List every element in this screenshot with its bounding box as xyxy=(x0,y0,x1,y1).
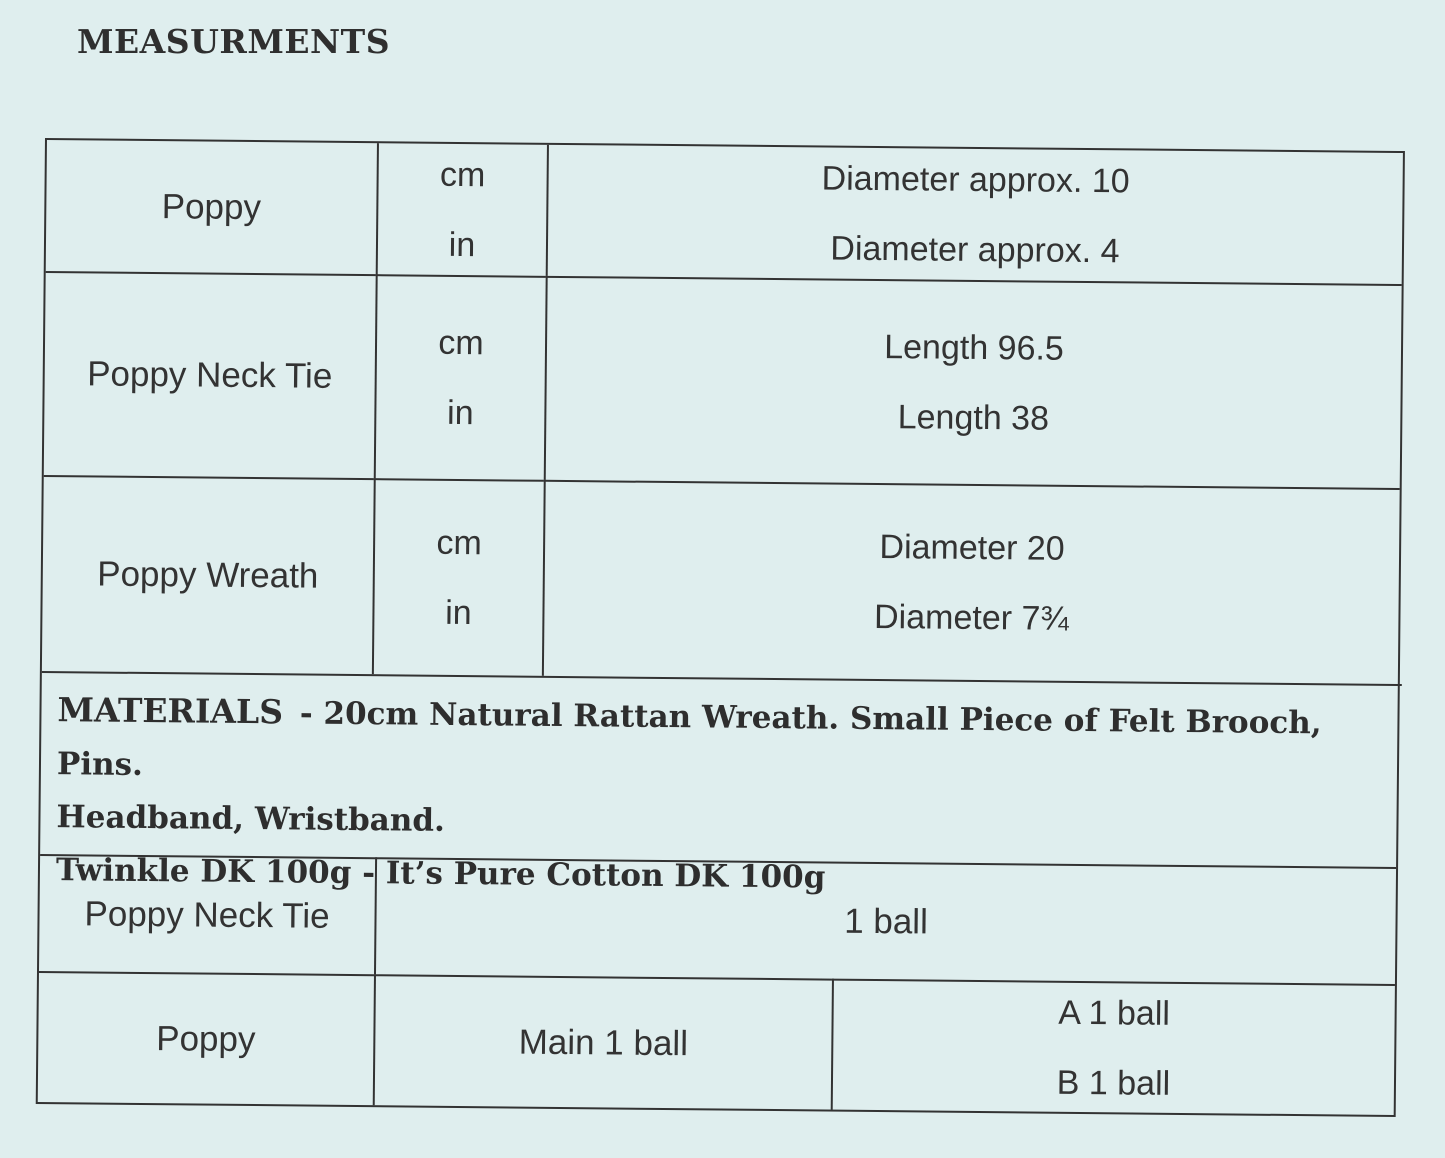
yarn-row-poppy-main xyxy=(373,974,832,1109)
materials-line-3: Twinkle DK 100g - It’s Pure Cotton DK 100g xyxy=(55,852,826,896)
value-in: Diameter approx. 4 xyxy=(830,229,1120,270)
item-label: Poppy Wreath xyxy=(97,554,319,596)
unit-cm: cm xyxy=(438,323,484,363)
table-row-poppy-values xyxy=(546,145,1403,284)
unit-in: in xyxy=(446,393,474,433)
table-row-neck-tie-units xyxy=(374,274,546,480)
yarn-row-poppy-contrast xyxy=(831,979,1395,1115)
table-row-poppy-units xyxy=(376,143,547,276)
unit-in: in xyxy=(445,593,472,633)
table-row-wreath-item xyxy=(42,475,374,674)
unit-cm: cm xyxy=(436,523,482,563)
value-cm: Diameter 20 xyxy=(879,528,1065,568)
yarn-row-poppy-item xyxy=(38,971,374,1105)
table-row-poppy-item xyxy=(46,140,377,274)
unit-in: in xyxy=(448,225,476,264)
item-label: Poppy Neck Tie xyxy=(84,893,330,936)
contrast-a-amount: A 1 ball xyxy=(1058,993,1171,1033)
value-cm: Diameter approx. 10 xyxy=(821,158,1130,200)
amount-label: 1 ball xyxy=(843,901,929,942)
yarn-row-neck-tie-item xyxy=(39,854,375,974)
item-label: Poppy Neck Tie xyxy=(86,354,333,396)
materials-line-2: Headband, Wristband. xyxy=(56,799,446,839)
unit-cm: cm xyxy=(439,155,486,194)
materials-block xyxy=(40,671,1402,896)
materials-line-1 xyxy=(57,683,1386,804)
item-label: Poppy xyxy=(156,1018,256,1059)
yarn-row-neck-tie-amount xyxy=(374,857,1396,984)
table-row-wreath-values xyxy=(542,480,1400,684)
value-cm: Length 96.5 xyxy=(884,328,1065,368)
item-label: Poppy xyxy=(161,186,262,227)
value-in: Diameter 7¾ xyxy=(873,597,1069,638)
value-in: Length 38 xyxy=(897,398,1050,438)
table-row-neck-tie-values xyxy=(544,276,1402,488)
page-title: MEASURMENTS xyxy=(77,22,391,61)
materials-text-1: - 20cm Natural Rattan Wreath. Small Piece of Felt Brooch, Pins. xyxy=(56,695,1322,783)
table-row-wreath-units xyxy=(372,478,544,676)
materials-label: MATERIALS xyxy=(57,690,284,732)
measurements-sheet xyxy=(36,138,1405,1117)
main-amount: Main 1 ball xyxy=(518,1022,689,1063)
table-row-neck-tie-item xyxy=(44,271,376,478)
measurements-table xyxy=(36,138,1405,1117)
contrast-b-amount: B 1 ball xyxy=(1056,1063,1171,1103)
